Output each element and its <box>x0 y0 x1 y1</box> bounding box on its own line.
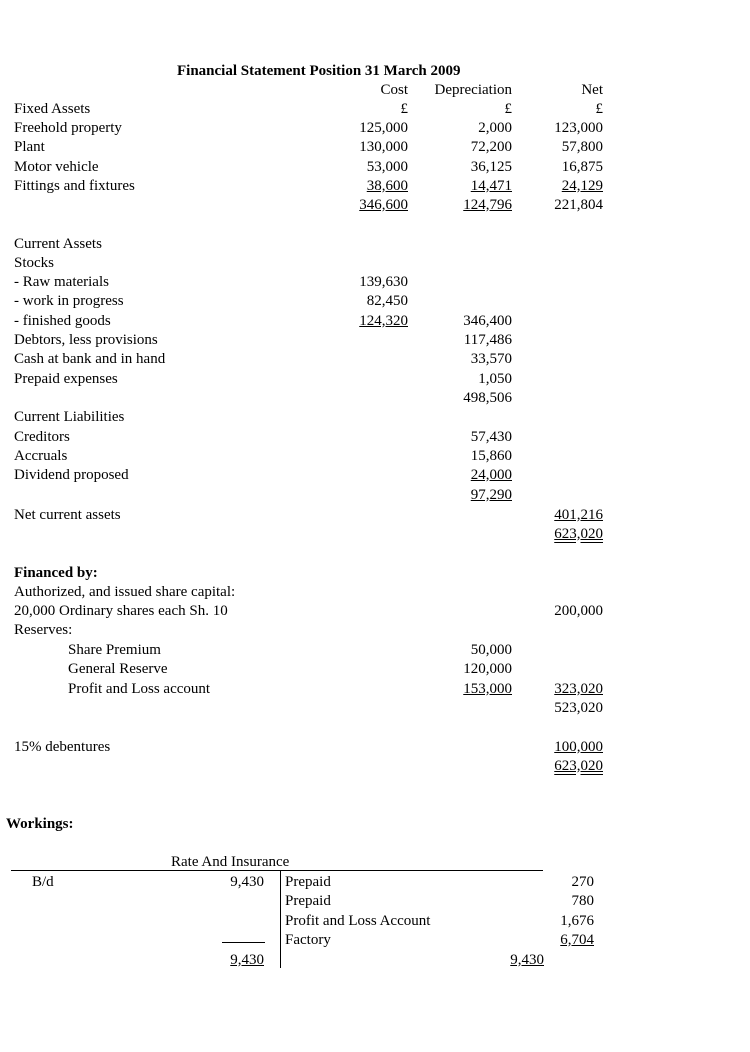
prepaid-value: 1,050 <box>478 371 512 387</box>
share-premium-value: 50,000 <box>470 642 512 658</box>
currency-net: £ <box>595 101 603 117</box>
row-cost: 38,600 <box>366 178 408 194</box>
creditors-value: 57,430 <box>470 429 512 445</box>
debtors-label: Debtors, less provisions <box>14 332 158 348</box>
row-net: 57,800 <box>561 139 603 155</box>
row-cost: 53,000 <box>366 159 408 175</box>
current-liabilities-heading: Current Liabilities <box>14 409 125 425</box>
row-depreciation: 36,125 <box>470 159 512 175</box>
row-label: Plant <box>14 139 45 155</box>
row-label: Fittings and fixtures <box>14 178 135 194</box>
current-liabilities-total: 97,290 <box>470 487 512 503</box>
general-reserve-label: General Reserve <box>68 661 168 677</box>
t-account-title: Rate And Insurance <box>171 854 290 870</box>
general-reserve-value: 120,000 <box>463 661 512 677</box>
current-assets-heading: Current Assets <box>14 236 102 252</box>
profit-loss-value: 153,000 <box>463 681 512 697</box>
authorized-capital-label: Authorized, and issued share capital: <box>14 584 236 600</box>
row-net: 16,875 <box>561 159 603 175</box>
stocks-label: Stocks <box>14 255 55 271</box>
debit-total-rule <box>222 942 265 943</box>
cash-value: 33,570 <box>470 351 512 367</box>
reserves-total: 323,020 <box>554 681 603 697</box>
raw-materials-label: - Raw materials <box>14 274 109 290</box>
credit-item-label: Prepaid <box>285 893 331 909</box>
accruals-value: 15,860 <box>470 448 512 464</box>
finished-goods-value: 124,320 <box>359 313 408 329</box>
row-depreciation: 14,471 <box>470 178 512 194</box>
net-current-assets-value: 401,216 <box>554 507 603 523</box>
currency-depreciation: £ <box>504 101 512 117</box>
profit-loss-label: Profit and Loss account <box>68 681 211 697</box>
wip-value: 82,450 <box>366 293 408 309</box>
debentures-label: 15% debentures <box>14 739 111 755</box>
workings-heading: Workings: <box>6 816 74 832</box>
equity-subtotal: 523,020 <box>554 700 603 716</box>
fixed-total-net: 221,804 <box>554 197 603 213</box>
debit-bd-label: B/d <box>32 874 54 890</box>
net-current-assets-label: Net current assets <box>14 507 121 523</box>
accruals-label: Accruals <box>14 448 68 464</box>
t-account-divider <box>280 870 281 968</box>
reserves-label: Reserves: <box>14 622 73 638</box>
fixed-total-cost: 346,600 <box>359 197 408 213</box>
current-assets-total: 498,506 <box>463 390 512 406</box>
row-net: 123,000 <box>554 120 603 136</box>
page-title: Financial Statement Position 31 March 2009 <box>177 63 461 79</box>
row-label: Freehold property <box>14 120 122 136</box>
credit-item-value: 6,704 <box>560 932 594 948</box>
debit-bd-value: 9,430 <box>230 874 264 890</box>
credit-item-label: Prepaid <box>285 874 331 890</box>
fixed-assets-heading: Fixed Assets <box>14 101 91 117</box>
wip-label: - work in progress <box>14 293 124 309</box>
raw-materials-value: 139,630 <box>359 274 408 290</box>
row-depreciation: 72,200 <box>470 139 512 155</box>
cash-label: Cash at bank and in hand <box>14 351 166 367</box>
credit-item-label: Profit and Loss Account <box>285 913 431 929</box>
row-cost: 130,000 <box>359 139 408 155</box>
credit-total: 9,430 <box>510 952 544 968</box>
ordinary-shares-value: 200,000 <box>554 603 603 619</box>
header-cost: Cost <box>380 82 408 98</box>
credit-item-label: Factory <box>285 932 331 948</box>
debit-total: 9,430 <box>230 952 264 968</box>
creditors-label: Creditors <box>14 429 70 445</box>
row-cost: 125,000 <box>359 120 408 136</box>
currency-cost: £ <box>400 101 408 117</box>
row-depreciation: 2,000 <box>478 120 512 136</box>
credit-item-value: 270 <box>571 874 594 890</box>
stocks-total: 346,400 <box>463 313 512 329</box>
ordinary-shares-label: 20,000 Ordinary shares each Sh. 10 <box>14 603 228 619</box>
share-premium-label: Share Premium <box>68 642 161 658</box>
header-depreciation: Depreciation <box>434 82 512 98</box>
debtors-value: 117,486 <box>463 332 512 348</box>
dividend-value: 24,000 <box>470 467 512 483</box>
credit-item-value: 1,676 <box>560 913 594 929</box>
row-net: 24,129 <box>561 178 603 194</box>
header-net: Net <box>581 82 603 98</box>
fixed-total-depreciation: 124,796 <box>463 197 512 213</box>
t-account-top-line <box>11 870 543 871</box>
debentures-value: 100,000 <box>554 739 603 755</box>
dividend-label: Dividend proposed <box>14 467 129 483</box>
prepaid-label: Prepaid expenses <box>14 371 118 387</box>
net-assets-total: 623,020 <box>554 526 603 542</box>
credit-item-value: 780 <box>571 893 594 909</box>
financed-by-heading: Financed by: <box>14 565 98 581</box>
financed-grand-total: 623,020 <box>554 758 603 774</box>
finished-goods-label: - finished goods <box>14 313 111 329</box>
row-label: Motor vehicle <box>14 159 99 175</box>
